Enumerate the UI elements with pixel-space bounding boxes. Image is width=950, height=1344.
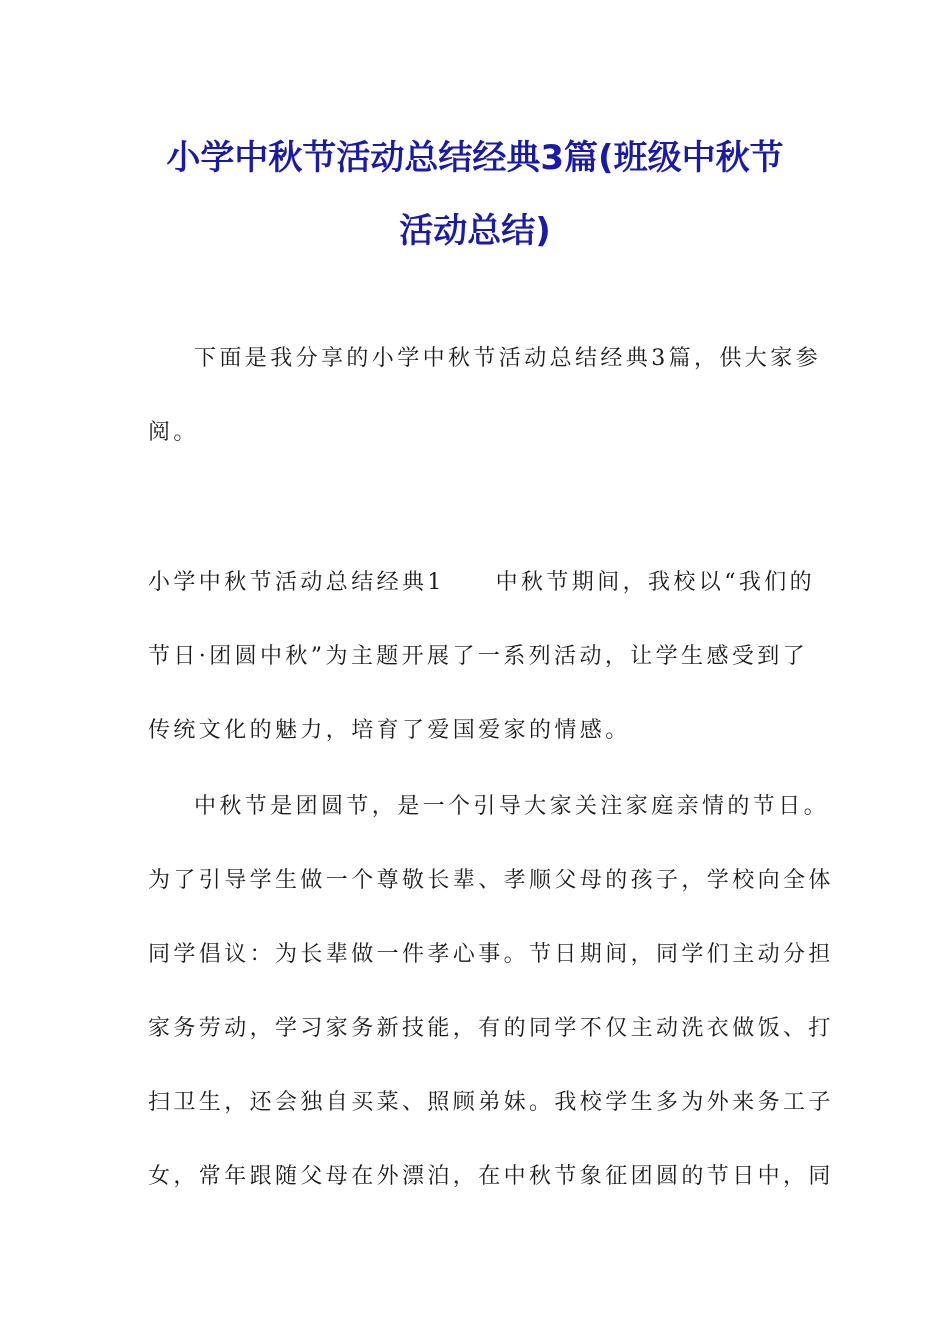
para2-line-3: 同学倡议：为长辈做一件孝心事。节日期间，同学们主动分担 [148, 942, 834, 967]
intro-line-1: 下面是我分享的小学中秋节活动总结经典3篇，供大家参 [194, 346, 821, 371]
section1-line-1: 小学中秋节活动总结经典1 中秋节期间，我校以“我们的 [148, 570, 816, 595]
para2-line-4: 家务劳动，学习家务新技能，有的同学不仅主动洗衣做饭、打 [148, 1016, 834, 1041]
para2-line-6: 女，常年跟随父母在外漂泊，在中秋节象征团圆的节日中，同 [148, 1164, 834, 1189]
section1-line-3: 传统文化的魅力，培育了爱国爱家的情感。 [148, 718, 631, 743]
document-title-line-1: 小学中秋节活动总结经典3篇(班级中秋节 [166, 138, 784, 178]
section1-line-2: 节日·团圆中秋”为主题开展了一系列活动，让学生感受到了 [148, 644, 809, 669]
document-title-line-2: 活动总结) [399, 211, 551, 251]
para2-line-1: 中秋节是团圆节，是一个引导大家关注家庭亲情的节日。 [194, 794, 830, 819]
para2-line-2: 为了引导学生做一个尊敬长辈、孝顺父母的孩子，学校向全体 [148, 868, 834, 893]
para2-line-5: 扫卫生，还会独自买菜、照顾弟妹。我校学生多为外来务工子 [148, 1090, 834, 1115]
intro-line-2: 阅。 [148, 420, 199, 445]
